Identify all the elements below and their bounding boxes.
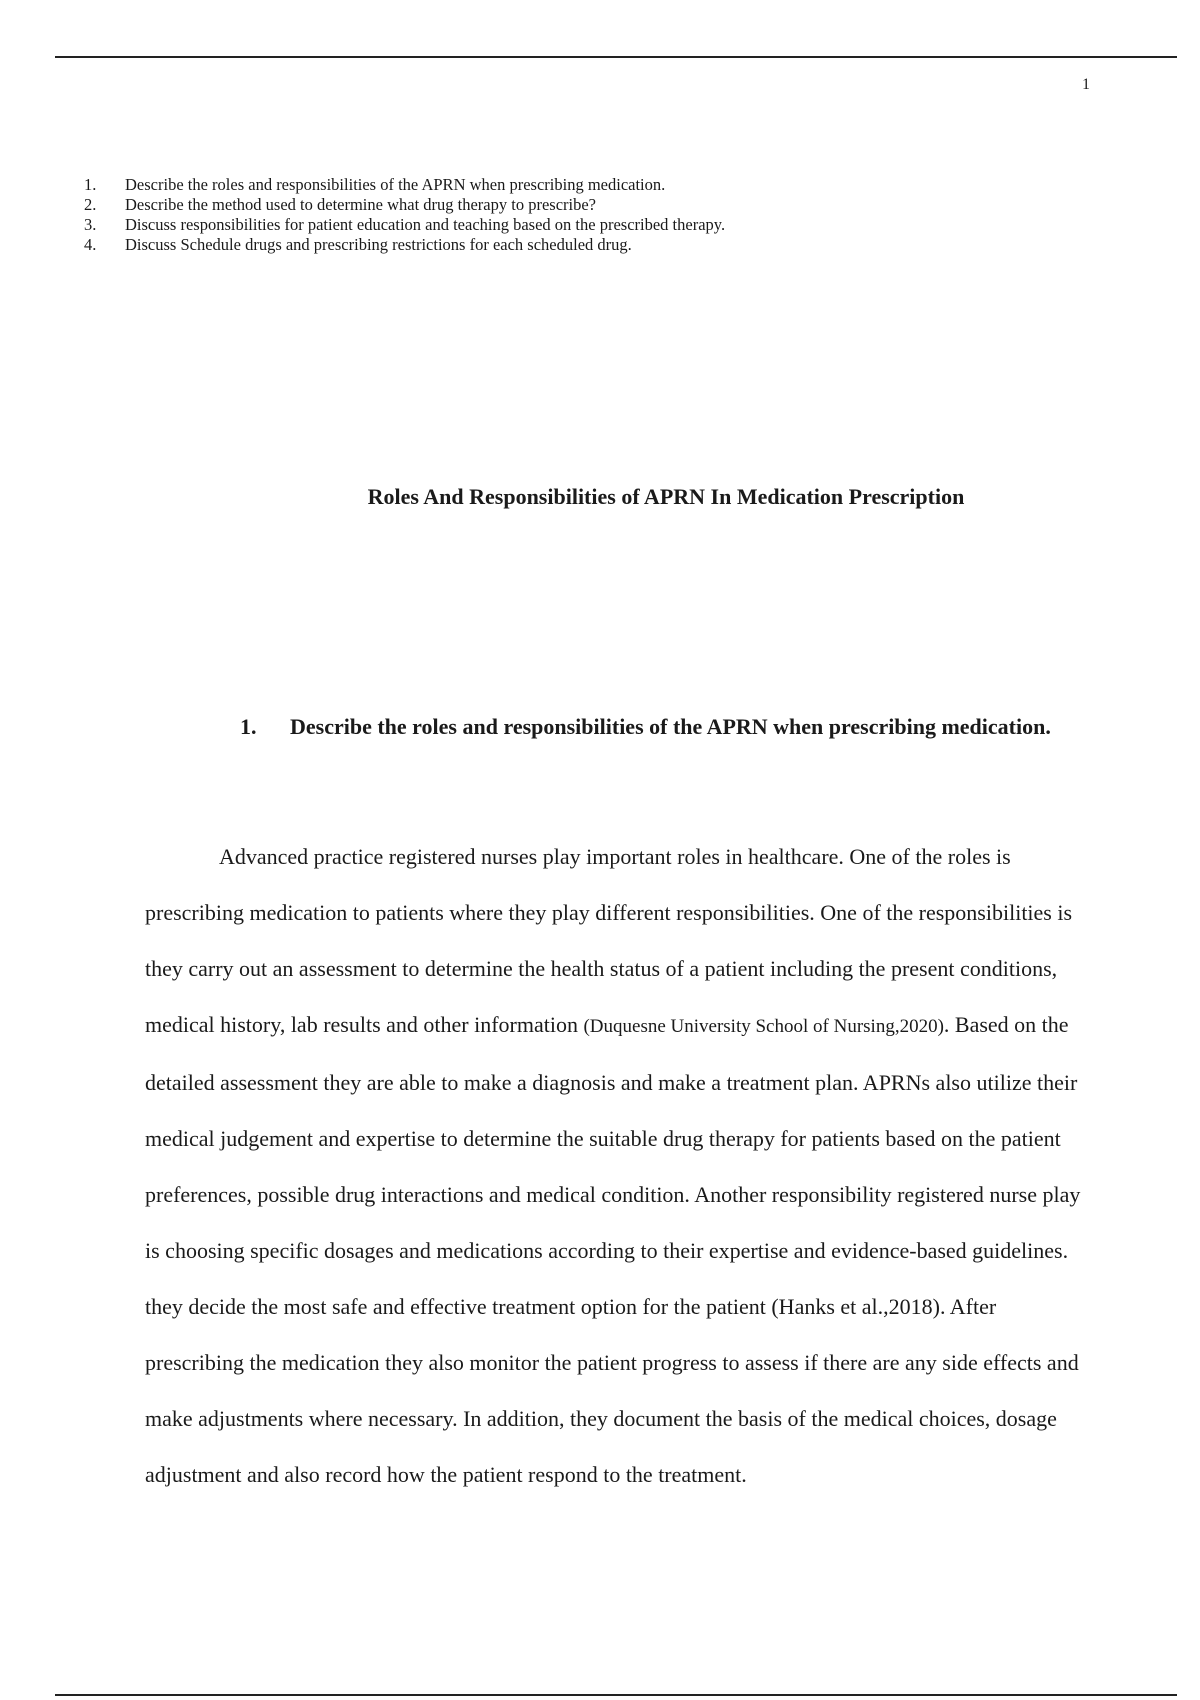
list-item-text: Describe the method used to determine what drug therapy to prescribe? <box>125 195 596 214</box>
citation-duquesne: (Duquesne University School of Nursing,2020) <box>583 1016 944 1037</box>
list-item-number: 3. <box>84 215 97 234</box>
header-rule <box>55 56 1177 58</box>
footer-rule <box>55 1694 1177 1696</box>
list-item-number: 4. <box>84 235 97 254</box>
question-list <box>84 175 725 255</box>
paragraph-text-part1: Advanced practice registered nurses play important roles in healthcare. One of the roles is prescribing medication to patients where they play different responsibilities. One of the responsibilities is they carry out an assessment to determine the health status of a patient including the present conditions, medical history, lab results and other information <box>145 844 1073 1037</box>
list-item <box>84 235 725 255</box>
list-item-text: Discuss Schedule drugs and prescribing restrictions for each scheduled drug. <box>125 235 632 254</box>
list-item <box>84 195 725 215</box>
section-heading-text: Describe the roles and responsibilities of the APRN when prescribing medication. <box>290 714 1051 739</box>
page-number: 1 <box>1082 76 1090 93</box>
list-item <box>84 215 725 235</box>
body-paragraph <box>145 829 1095 1503</box>
list-item-text: Describe the roles and responsibilities of the APRN when prescribing medication. <box>125 175 666 194</box>
section-heading-number: 1. <box>240 714 257 739</box>
document-title: Roles And Responsibilities of APRN In Medication Prescription <box>367 484 965 509</box>
list-item-number: 2. <box>84 195 97 214</box>
paragraph-text-part2: . Based on the detailed assessment they are able to make a diagnosis and make a treatment plan. APRNs also utilize their medical judgement and expertise to determine the suitable drug therapy for patients based on the patient preferences, possible drug interactions and medical condition. Another responsibility registered nurse play is choosing specific dosages and medications according to their expertise and evidence-based guidelines. they decide the most safe and effective treatment option for the patient (Hanks et al.,2018). After prescribing the medication they also monitor the patient progress to assess if there are any side effects and make adjustments where necessary. In addition, they document the basis of the medical choices, dosage adjustment and also record how the patient respond to the treatment. <box>145 1012 1081 1487</box>
section-heading <box>240 700 1060 754</box>
list-item <box>84 175 725 195</box>
list-item-text: Discuss responsibilities for patient education and teaching based on the prescribed therapy. <box>125 215 726 234</box>
list-item-number: 1. <box>84 175 97 194</box>
